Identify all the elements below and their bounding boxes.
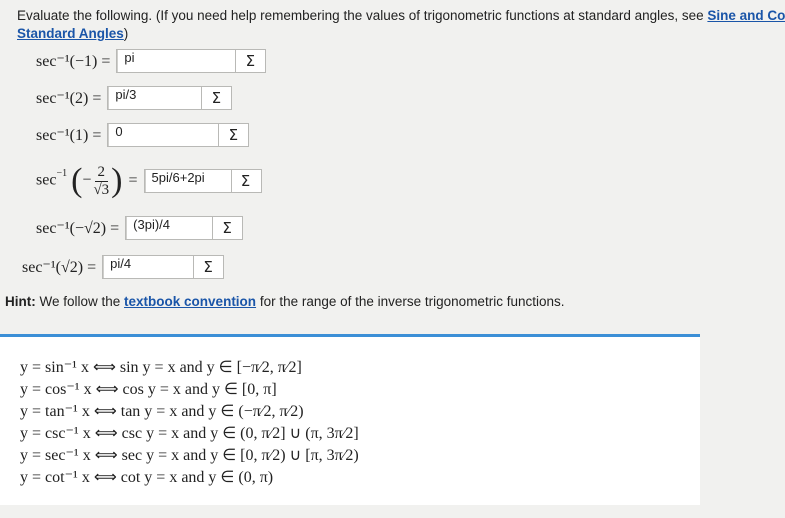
answer-input-6[interactable]: pi/4: [110, 256, 132, 271]
problem-4-fraction: [93, 164, 109, 199]
hint-text-1: We follow the: [35, 294, 125, 309]
sigma-button-2-wrap: [202, 86, 232, 110]
problem-4-sec: sec: [36, 171, 57, 189]
instructions-close: ): [123, 26, 129, 41]
definition-sin: y = sin⁻¹ x ⟺ sin y = x and y ∈ [−π⁄2, π⁄2]: [20, 359, 302, 376]
fraction-denominator: √3: [93, 181, 110, 198]
problem-2: [36, 86, 232, 110]
sigma-button-1[interactable]: Σ: [245, 52, 256, 70]
problem-5-lhs: sec⁻¹(−√2) =: [36, 220, 120, 237]
problem-4: [36, 162, 262, 200]
sigma-button-5[interactable]: Σ: [222, 219, 232, 237]
answer-input-1[interactable]: pi: [124, 50, 135, 65]
problem-1-lhs: sec⁻¹(−1) =: [36, 53, 111, 70]
answer-input-2[interactable]: pi/3: [115, 87, 137, 102]
hint-text-2: for the range of the inverse trigonometric functions.: [256, 294, 565, 309]
definition-sec: y = sec⁻¹ x ⟺ sec y = x and y ∈ [0, π⁄2) ∪ [π, 3π⁄2): [20, 447, 359, 464]
textbook-convention-link[interactable]: textbook convention: [124, 294, 257, 309]
problem-4-lhs: [36, 162, 123, 200]
problem-6: [22, 255, 224, 279]
sigma-button-1-wrap: [236, 49, 266, 73]
problem-5: [36, 216, 243, 240]
sigma-button-4[interactable]: Σ: [240, 172, 251, 190]
definition-cot: y = cot⁻¹ x ⟺ cot y = x and y ∈ (0, π): [20, 469, 274, 486]
sigma-button-2[interactable]: Σ: [211, 89, 222, 107]
answer-input-4[interactable]: 5pi/6+2pi: [151, 170, 205, 185]
sigma-button-6-wrap: [194, 255, 224, 279]
problem-1: [36, 49, 266, 73]
instructions: [17, 7, 785, 43]
standard-angles-link[interactable]: Standard Angles: [17, 26, 124, 41]
definition-csc: y = csc⁻¹ x ⟺ csc y = x and y ∈ (0, π⁄2] ∪ (π, 3π⁄2]: [20, 425, 359, 442]
answer-box-2: [107, 86, 202, 110]
definitions-panel: [0, 334, 700, 505]
left-paren: (: [71, 162, 83, 199]
hint: [5, 294, 564, 309]
problem-6-lhs: sec⁻¹(√2) =: [22, 259, 97, 276]
answer-box-4: [144, 169, 232, 193]
problem-3-lhs: sec⁻¹(1) =: [36, 127, 102, 144]
sigma-button-4-wrap: [232, 169, 262, 193]
fraction-numerator: 2: [95, 164, 109, 182]
answer-input-3[interactable]: 0: [115, 124, 123, 139]
sigma-button-6[interactable]: Σ: [203, 258, 213, 276]
answer-box-6: [102, 255, 194, 279]
problem-4-sup: −1: [56, 168, 68, 180]
problem-2-lhs: sec⁻¹(2) =: [36, 90, 102, 107]
definition-tan: y = tan⁻¹ x ⟺ tan y = x and y ∈ (−π⁄2, π⁄2): [20, 403, 304, 420]
sigma-button-5-wrap: [213, 216, 243, 240]
sigma-button-3-wrap: [219, 123, 249, 147]
definition-cos: y = cos⁻¹ x ⟺ cos y = x and y ∈ [0, π]: [20, 381, 277, 398]
answer-input-5[interactable]: (3pi)/4: [133, 217, 171, 232]
sine-cosine-link[interactable]: Sine and Co: [707, 8, 785, 23]
instructions-text: Evaluate the following. (If you need help remembering the values of trigonometric functions at standard angles, see: [17, 8, 708, 23]
answer-box-1: [116, 49, 236, 73]
answer-box-3: [107, 123, 219, 147]
right-paren: ): [111, 162, 123, 199]
answer-box-5: [125, 216, 213, 240]
problem-4-equals: =: [128, 172, 138, 189]
problem-3: [36, 123, 249, 147]
hint-label: Hint:: [5, 294, 36, 309]
minus-sign: −: [82, 171, 92, 189]
sigma-button-3[interactable]: Σ: [228, 126, 239, 144]
